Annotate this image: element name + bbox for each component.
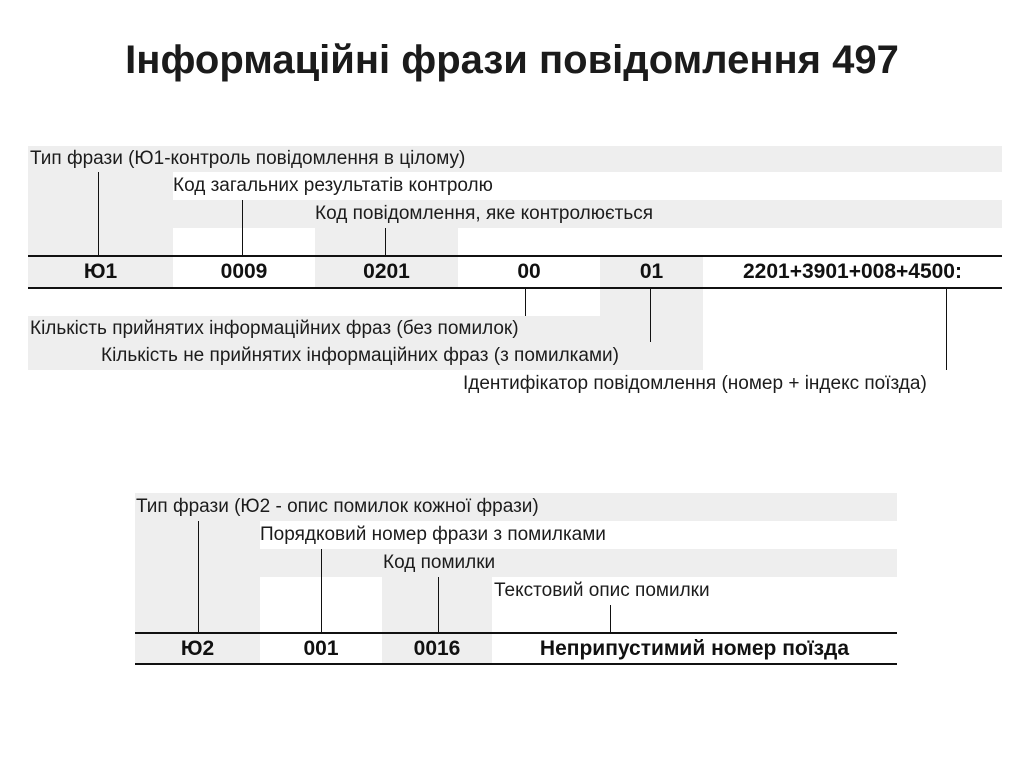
cell-phrase-type: Ю2 xyxy=(180,637,215,660)
message-identifier-label: Ідентифікатор повідомлення (номер + індекс поїзда) xyxy=(463,373,927,394)
cell-accepted-count: 00 xyxy=(517,260,541,283)
cell-control-result-code: 0009 xyxy=(220,260,268,283)
phrase-type-label: Тип фрази (Ю1-контроль повідомлення в цілому) xyxy=(30,148,466,169)
cell-error-description: Неприпустимий номер поїзда xyxy=(539,637,850,660)
cell-message-code: 0201 xyxy=(363,260,410,283)
error-code-label: Код помилки xyxy=(383,552,496,573)
page-title: Інформаційні фрази повідомлення 497 xyxy=(125,38,899,82)
phrase-diagram-yu1 xyxy=(28,146,1002,402)
control-result-code-label: Код загальних результатів контролю xyxy=(173,175,493,196)
cell-error-phrase-number: 001 xyxy=(303,637,339,660)
cell-phrase-type: Ю1 xyxy=(83,260,118,283)
phrase-type-label: Тип фрази (Ю2 - опис помилок кожної фрази) xyxy=(136,496,539,517)
cell-message-identifier: 2201+3901+008+4500: xyxy=(743,260,962,283)
accepted-count-label: Кількість прийнятих інформаційних фраз (без помилок) xyxy=(30,318,519,339)
cell-rejected-count: 01 xyxy=(639,260,664,283)
error-description-label: Текстовий опис помилки xyxy=(494,580,710,601)
controlled-message-code-label: Код повідомлення, яке контролюється xyxy=(315,203,654,224)
rejected-count-label: Кількість не прийнятих інформаційних фраз (з помилками) xyxy=(101,345,619,366)
error-phrase-number-label: Порядковий номер фрази з помилками xyxy=(260,524,606,545)
phrase-diagram-yu2 xyxy=(135,493,897,667)
cell-error-code: 0016 xyxy=(413,637,461,660)
